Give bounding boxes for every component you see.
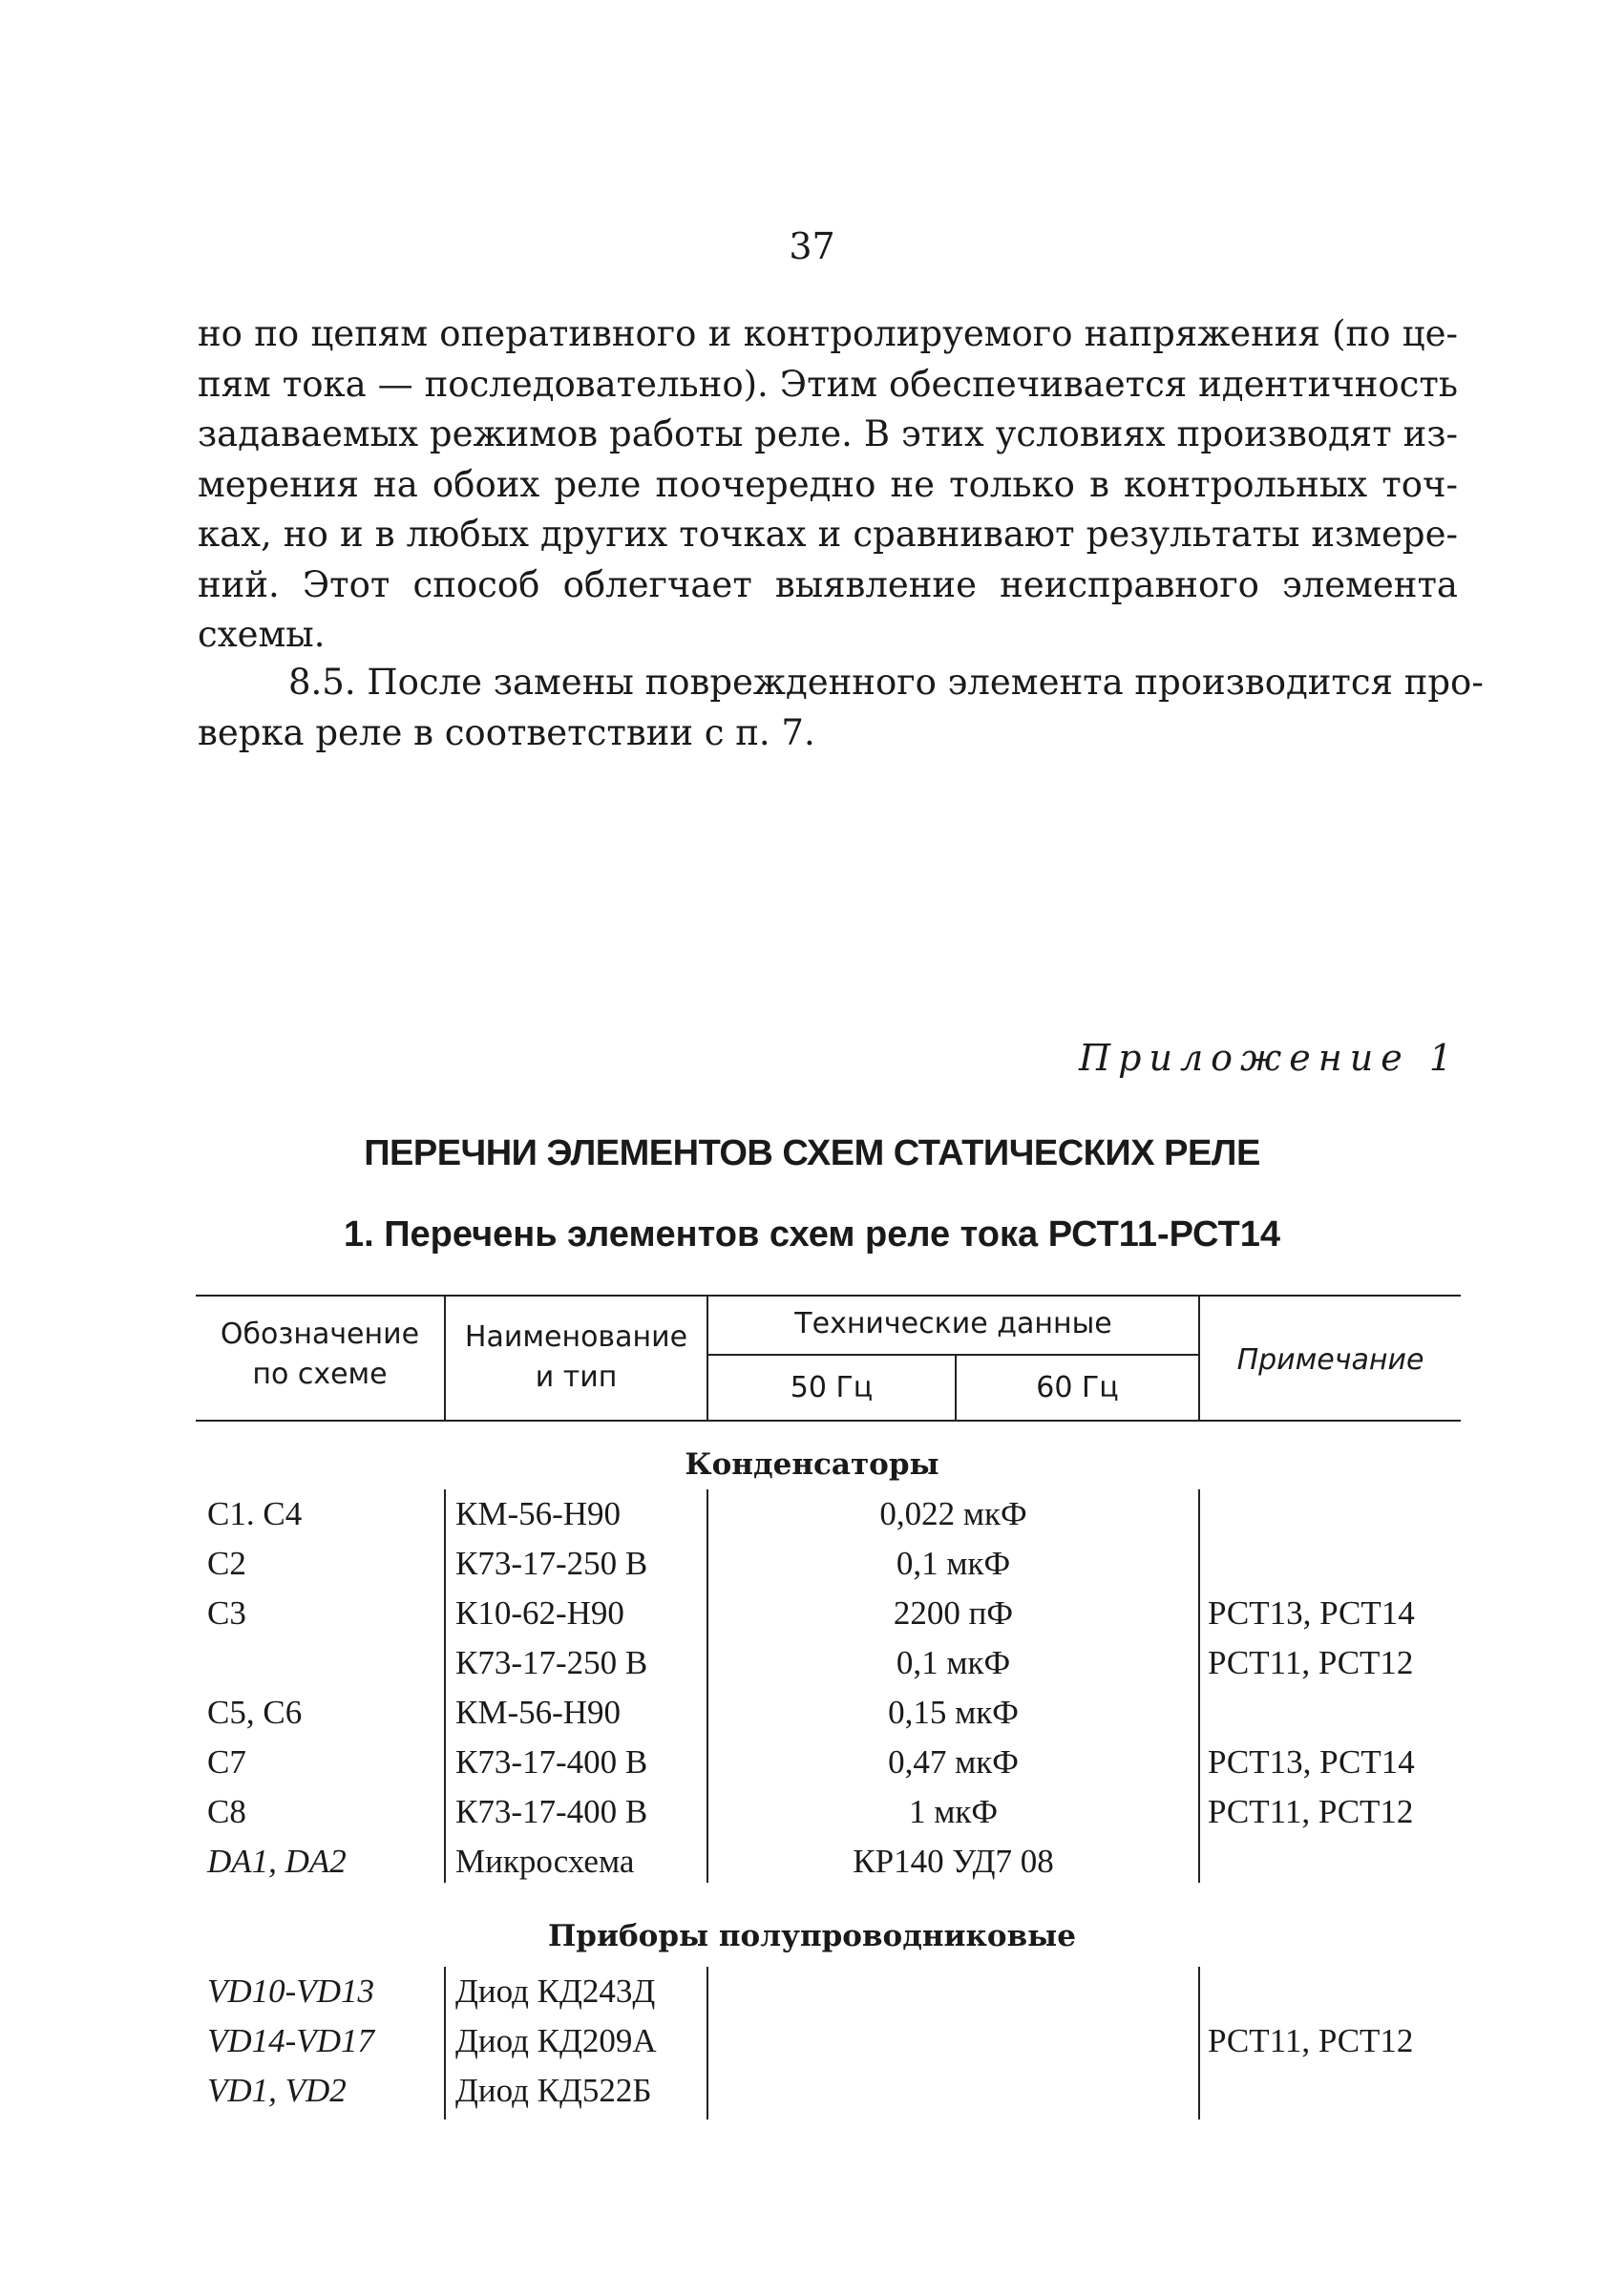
designation-cell: C2 bbox=[207, 1545, 246, 1582]
note-cell: РСТ11, РСТ12 bbox=[1208, 1793, 1414, 1830]
header-tech-data: Технические данные bbox=[794, 1307, 1112, 1340]
name-cell: К73-17-250 В bbox=[455, 1545, 648, 1582]
tech-cell: 0,15 мкФ bbox=[888, 1694, 1019, 1731]
designation-cell: VD10-VD13 bbox=[207, 1972, 374, 2010]
name-cell: К73-17-400 В bbox=[455, 1743, 648, 1781]
paragraph-2 bbox=[198, 658, 1484, 758]
name-cell: К73-17-250 В bbox=[455, 1644, 648, 1681]
designation-cell: C8 bbox=[207, 1793, 246, 1830]
designation-cell: C7 bbox=[207, 1743, 246, 1781]
header-name-type: Наименование и тип bbox=[464, 1320, 688, 1394]
appendix-label: Приложение 1 bbox=[1079, 1037, 1460, 1079]
paragraph-line: пям тока — последовательно). Этим обеспечивается идентичность bbox=[198, 363, 1458, 405]
note-cell: РСТ11, РСТ12 bbox=[1208, 1644, 1414, 1681]
tech-data-divider-rule bbox=[707, 1354, 1198, 1356]
section-title-semiconductors: Приборы полупроводниковые bbox=[548, 1919, 1076, 1953]
tech-cell: КР140 УД7 08 bbox=[853, 1843, 1054, 1880]
tech-cell: 0,47 мкФ bbox=[888, 1743, 1019, 1781]
name-cell: Диод КД522Б bbox=[455, 2072, 652, 2109]
body-col-divider bbox=[707, 1967, 708, 2120]
name-cell: КМ-56-Н90 bbox=[455, 1495, 622, 1532]
tech-cell: 0,1 мкФ bbox=[896, 1644, 1011, 1681]
main-title: ПЕРЕЧНИ ЭЛЕМЕНТОВ СХЕМ СТАТИЧЕСКИХ РЕЛЕ bbox=[364, 1133, 1260, 1173]
section-title-capacitors: Конденсаторы bbox=[685, 1447, 939, 1482]
designation-cell: DA1, DA2 bbox=[207, 1843, 347, 1880]
paragraph-line: задаваемых режимов работы реле. В этих условиях производят из- bbox=[198, 413, 1458, 454]
paragraph-line: мерения на обоих реле поочередно не только в контрольных точ- bbox=[198, 463, 1458, 505]
designation-cell: C5, C6 bbox=[207, 1694, 303, 1731]
paragraph-1 bbox=[198, 309, 1458, 661]
name-cell: Микросхема bbox=[455, 1843, 635, 1880]
note-cell: РСТ13, РСТ14 bbox=[1208, 1594, 1415, 1632]
body-col-divider bbox=[1198, 1967, 1200, 2120]
name-cell: Диод КД209А bbox=[455, 2022, 657, 2059]
paragraph-line: ний. Этот способ облегчает выявление неисправного элемента bbox=[198, 563, 1458, 605]
table-header-bottom-rule bbox=[196, 1420, 1461, 1422]
table-top-rule bbox=[196, 1295, 1461, 1297]
body-col-divider bbox=[444, 1489, 446, 1883]
tech-cell: 1 мкФ bbox=[908, 1793, 999, 1830]
designation-cell: VD14-VD17 bbox=[207, 2022, 374, 2059]
designation-cell: C1. C4 bbox=[207, 1495, 303, 1532]
note-cell: РСТ11, РСТ12 bbox=[1208, 2022, 1414, 2059]
designation-cell: VD1, VD2 bbox=[207, 2072, 347, 2109]
paragraph-line: 8.5. После замены поврежденного элемента производится про- bbox=[288, 662, 1484, 703]
name-cell: К10-62-Н90 bbox=[455, 1594, 624, 1632]
paragraph-line: верка реле в соответствии с п. 7. bbox=[198, 711, 815, 753]
paragraph-line: схемы. bbox=[198, 614, 326, 655]
body-col-divider bbox=[1198, 1489, 1200, 1883]
paragraph-line: ках, но и в любых других точках и сравнивают результаты измере- bbox=[198, 514, 1458, 555]
tech-cell: 2200 пФ bbox=[893, 1594, 1014, 1632]
paragraph-line: но по цепям оперативного и контролируемого напряжения (по це- bbox=[198, 313, 1458, 354]
tech-cell: 0,1 мкФ bbox=[896, 1545, 1011, 1582]
name-cell: К73-17-400 В bbox=[455, 1793, 648, 1830]
tech-cell: 0,022 мкФ bbox=[879, 1495, 1027, 1532]
header-60hz: 60 Гц bbox=[1036, 1371, 1119, 1404]
designation-cell: C3 bbox=[207, 1594, 246, 1632]
name-cell: КМ-56-Н90 bbox=[455, 1694, 622, 1731]
page-number: 37 bbox=[789, 225, 835, 267]
note-cell: РСТ13, РСТ14 bbox=[1208, 1743, 1415, 1781]
header-designation: Обозначение по схеме bbox=[220, 1318, 420, 1391]
header-50hz: 50 Гц bbox=[790, 1371, 874, 1404]
header-note: Примечание bbox=[1236, 1343, 1424, 1377]
name-cell: Диод КД243Д bbox=[455, 1972, 656, 2010]
sub-title: 1. Перечень элементов схем реле тока РСТ11-РСТ14 bbox=[343, 1214, 1281, 1255]
body-col-divider bbox=[444, 1967, 446, 2120]
